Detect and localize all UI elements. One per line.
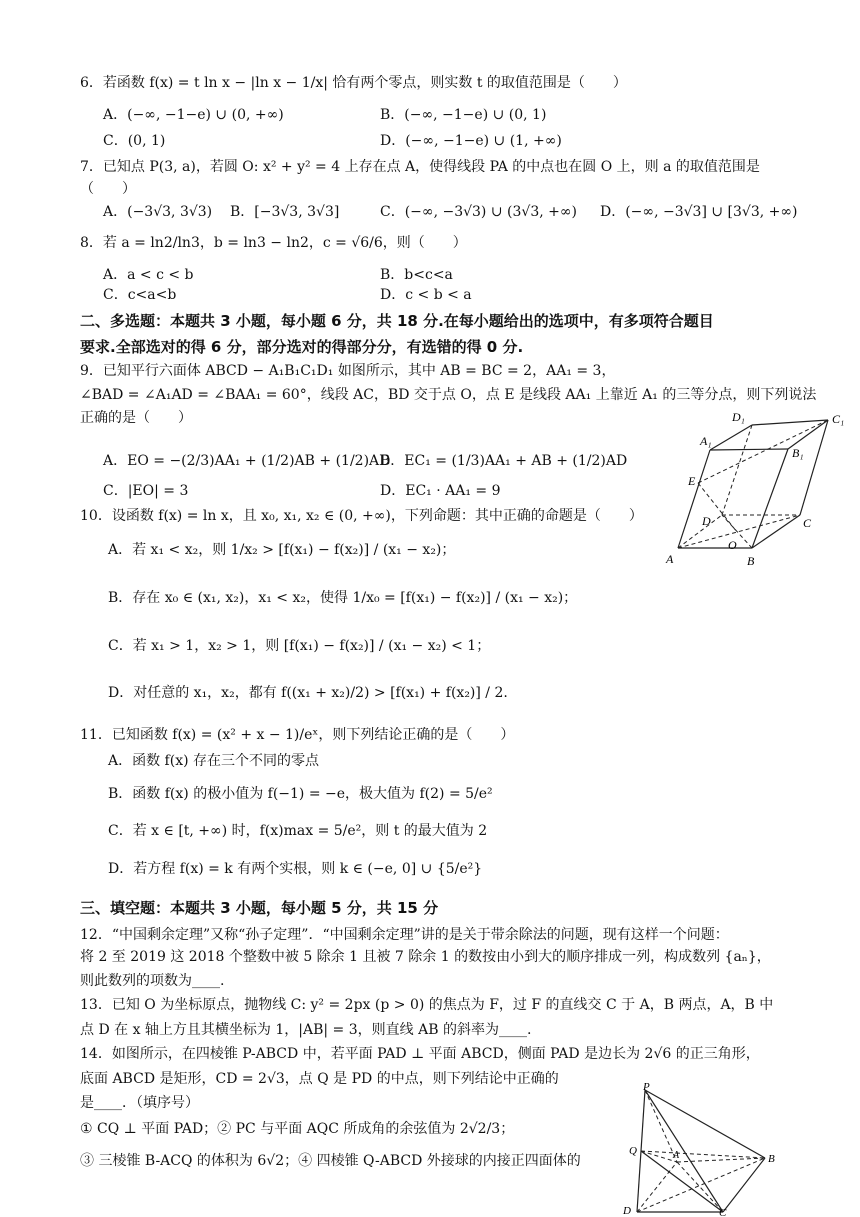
q7-option-b: B．[−3√3, 3√3] (230, 204, 340, 220)
fig2-label-d: D (623, 1205, 631, 1217)
q6-option-b: B．(−∞, −1−e) ∪ (0, 1) (380, 107, 547, 123)
q11-option-d: D．若方程 f(x) = k 有两个实根，则 k ∈ (−e, 0] ∪ {5/e²} (108, 861, 483, 877)
q12-line3: 则此数列的项数为____. (80, 973, 225, 989)
q11-option-a: A．函数 f(x) 存在三个不同的零点 (108, 753, 320, 769)
section3-heading: 三、填空题：本题共 3 小题，每小题 5 分，共 15 分 (80, 899, 439, 917)
fig2-label-p: P (643, 1081, 650, 1093)
q10-option-d: D．对任意的 x₁，x₂，都有 f((x₁ + x₂)/2) > [f(x₁) + f(x₂)] / 2. (108, 685, 508, 701)
q6-option-a: A．(−∞, −1−e) ∪ (0, +∞) (103, 107, 284, 123)
q6-option-d: D．(−∞, −1−e) ∪ (1, +∞) (380, 133, 562, 149)
q7-option-a: A．(−3√3, 3√3) (103, 204, 213, 220)
fig2-label-b: B (768, 1153, 775, 1165)
fig1-label-d: D (702, 514, 711, 528)
fig1-label-d1: D₁ (732, 410, 745, 424)
fig2-label-q: Q (629, 1145, 637, 1157)
q11-option-b: B．函数 f(x) 的极小值为 f(−1) = −e，极大值为 f(2) = 5/e² (108, 786, 493, 802)
q8-option-b: B．b<c<a (380, 267, 453, 283)
q8-option-c: C．c<a<b (103, 287, 177, 303)
q7-option-c: C．(−∞, −3√3) ∪ (3√3, +∞) (380, 204, 577, 220)
fig1-label-e: E (688, 474, 696, 488)
q10-option-b: B．存在 x₀ ∈ (x₁, x₂)，x₁ < x₂，使得 1/x₀ = [f(x₁) − f(x₂)] / (x₁ − x₂)； (108, 590, 578, 606)
q7-option-d: D．(−∞, −3√3] ∪ [3√3, +∞) (600, 204, 798, 220)
q9-option-c: C．|EO| = 3 (103, 483, 189, 499)
fig1-label-a1: A₁ (700, 434, 712, 448)
q9-stem-line3: 正确的是（ ） (80, 410, 192, 426)
parallelepiped-figure (660, 405, 855, 570)
q14-line3: 是____．（填序号） (80, 1095, 199, 1111)
q14-line5: ③ 三棱锥 B-ACQ 的体积为 6√2；④ 四棱锥 Q-ABCD 外接球的内接正四面体的 (80, 1153, 581, 1169)
fig2-label-c: C (719, 1207, 727, 1217)
q7-stem: 7．已知点 P(3, a)，若圆 O: x² + y² = 4 上存在点 A，使得线段 PA 的中点也在圆 O 上，则 a 的取值范围是 (80, 159, 760, 175)
pyramid-figure (615, 1080, 795, 1217)
q13-line1: 13．已知 O 为坐标原点，抛物线 C: y² = 2px (p > 0) 的焦点为 F，过 F 的直线交 C 于 A，B 两点，A，B 中 (80, 997, 774, 1013)
q6-option-c: C．(0, 1) (103, 133, 166, 149)
fig1-label-c: C (803, 516, 812, 530)
q10-option-a: A．若 x₁ < x₂，则 1/x₂ > [f(x₁) − f(x₂)] / (x₁ − x₂)； (108, 542, 456, 558)
q14-line4: ① CQ ⊥ 平面 PAD；② PC 与平面 AQC 所成角的余弦值为 2√2/3； (80, 1121, 515, 1137)
q10-option-c: C．若 x₁ > 1，x₂ > 1，则 [f(x₁) − f(x₂)] / (x₁ − x₂) < 1； (108, 638, 491, 654)
q14-line1: 14．如图所示，在四棱锥 P-ABCD 中，若平面 PAD ⊥ 平面 ABCD，侧面 PAD 是边长为 2√6 的正三角形， (80, 1046, 760, 1062)
q11-stem: 11．已知函数 f(x) = (x² + x − 1)/eˣ，则下列结论正确的是（ ） (80, 727, 515, 743)
q8-option-a: A．a < c < b (103, 267, 194, 283)
fig1-label-b: B (747, 554, 755, 568)
section2-heading: 二、多选题：本题共 3 小题，每小题 6 分，共 18 分.在每小题给出的选项中，有多项符合题目 (80, 312, 714, 330)
q9-stem: 9．已知平行六面体 ABCD − A₁B₁C₁D₁ 如图所示，其中 AB = BC = 2，AA₁ = 3， (80, 363, 616, 379)
q9-option-b: B．EC₁ = (1/3)AA₁ + AB + (1/2)AD (380, 453, 628, 469)
q12-line1: 12．“中国剩余定理”又称“孙子定理”．“中国剩余定理”讲的是关于带余除法的问题，现有这样一个问题： (80, 927, 729, 943)
q8-option-d: D．c < b < a (380, 287, 472, 303)
q6-stem: 6．若函数 f(x) = t ln x − |ln x − 1/x| 恰有两个零点，则实数 t 的取值范围是（ ） (80, 75, 627, 91)
q9-stem-line2: ∠BAD = ∠A₁AD = ∠BAA₁ = 60°，线段 AC，BD 交于点 O，点 E 是线段 AA₁ 上靠近 A₁ 的三等分点，则下列说法 (80, 387, 817, 403)
fig1-label-b1: B₁ (792, 446, 804, 460)
q14-line2: 底面 ABCD 是矩形，CD = 2√3，点 Q 是 PD 的中点，则下列结论中正确的 (80, 1071, 559, 1087)
q9-option-d: D．EC₁ · AA₁ = 9 (380, 483, 501, 499)
q9-option-a: A．EO = −(2/3)AA₁ + (1/2)AB + (1/2)AD (103, 453, 391, 469)
q11-option-c: C．若 x ∈ [t, +∞) 时，f(x)max = 5/e²，则 t 的最大值为 2 (108, 823, 488, 839)
q12-line2: 将 2 至 2019 这 2018 个整数中被 5 除余 1 且被 7 除余 1 的数按由小到大的顺序排成一列，构成数列 {aₙ}， (80, 949, 771, 965)
section2-heading-cont: 要求.全部选对的得 6 分，部分选对的得部分分，有选错的得 0 分. (80, 338, 524, 356)
fig1-label-a: A (666, 552, 674, 566)
fig1-label-c1: C₁ (832, 412, 845, 426)
fig2-label-a: A (673, 1150, 680, 1161)
fig1-label-o: O (728, 538, 737, 552)
q13-line2: 点 D 在 x 轴上方且其横坐标为 1，|AB| = 3，则直线 AB 的斜率为____. (80, 1022, 532, 1038)
q8-stem: 8．若 a = ln2/ln3，b = ln3 − ln2，c = √6/6，则（ ） (80, 235, 467, 251)
q10-stem: 10．设函数 f(x) = ln x，且 x₀, x₁, x₂ ∈ (0, +∞)，下列命题：其中正确的命题是（ ） (80, 508, 643, 524)
q7-stem-cont: （ ） (80, 181, 136, 197)
